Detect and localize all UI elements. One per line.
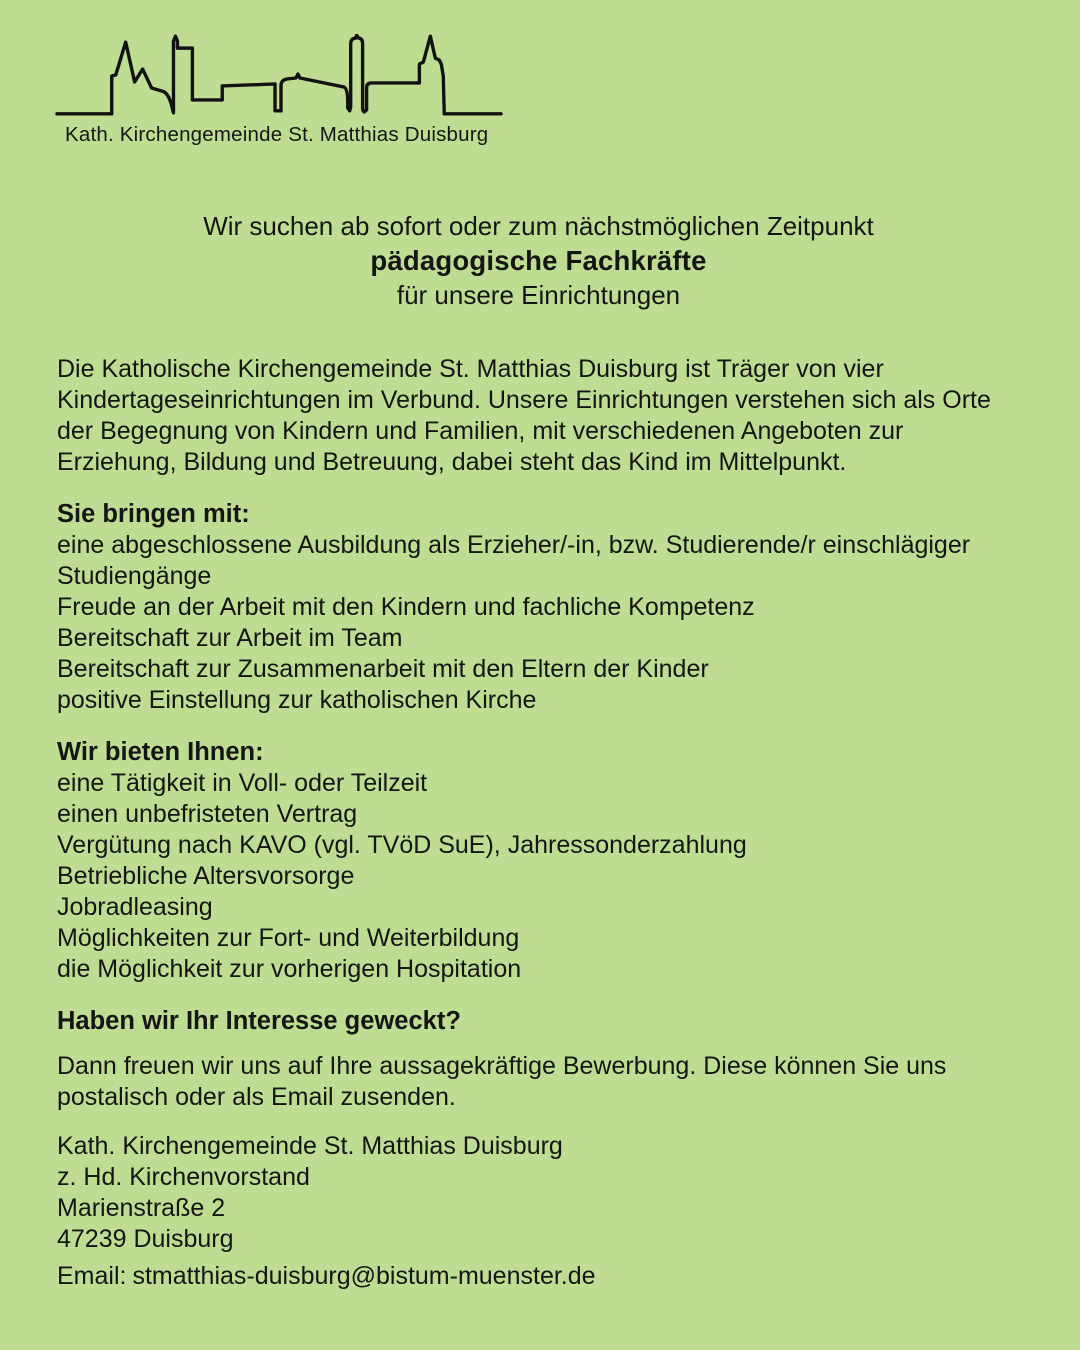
job-title: pädagogische Fachkräfte	[370, 245, 707, 276]
requirements-section	[57, 499, 1020, 716]
address-block	[57, 1131, 1020, 1255]
logo-block	[0, 0, 1080, 147]
address-line: z. Hd. Kirchenvorstand	[57, 1163, 310, 1191]
city-skyline-logo-icon	[55, 34, 503, 120]
about-paragraph: Die Katholische Kirchengemeinde St. Matthias Duisburg ist Träger von vier Kindertageseinrichtungen im Verbund. Unsere Einrichtungen verstehen sich als Orte der Begegnung von Kindern und Familien, mit verschiedenen Angeboten zur Erziehung, Bildung und Betreuung, dabei steht das Kind im Mittelpunkt.	[57, 355, 991, 476]
offer-item: Vergütung nach KAVO (vgl. TVöD SuE), Jahressonderzahlung	[57, 831, 747, 859]
requirement-item: Bereitschaft zur Zusammenarbeit mit den Eltern der Kinder	[57, 655, 709, 683]
email-label: Email:	[57, 1262, 127, 1290]
address-line: 47239 Duisburg	[57, 1225, 234, 1253]
content	[0, 209, 1080, 1292]
requirements-heading: Sie bringen mit:	[57, 500, 250, 528]
logo-caption: Kath. Kirchengemeinde St. Matthias Duisburg	[65, 123, 489, 146]
address-line: Kath. Kirchengemeinde St. Matthias Duisburg	[57, 1132, 563, 1160]
intro-heading	[57, 209, 1020, 312]
offer-item: Jobradleasing	[57, 893, 213, 921]
requirement-item: Bereitschaft zur Arbeit im Team	[57, 624, 403, 652]
offer-section	[57, 737, 1020, 985]
requirement-item: Freude an der Arbeit mit den Kindern und fachliche Kompetenz	[57, 593, 755, 621]
offer-item: die Möglichkeit zur vorherigen Hospitation	[57, 955, 522, 983]
email-address: stmatthias-duisburg@bistum-muenster.de	[132, 1262, 596, 1290]
requirement-item: positive Einstellung zur katholischen Kirche	[57, 686, 537, 714]
intro-line-1: Wir suchen ab sofort oder zum nächstmöglichen Zeitpunkt	[203, 211, 874, 241]
cta-paragraph: Dann freuen wir uns auf Ihre aussagekräftige Bewerbung. Diese können Sie uns postalisch oder als Email zusenden.	[57, 1052, 947, 1111]
offer-heading: Wir bieten Ihnen:	[57, 738, 264, 766]
offer-item: einen unbefristeten Vertrag	[57, 800, 358, 828]
requirement-item: eine abgeschlossene Ausbildung als Erzieher/-in, bzw. Studierende/r einschlägiger Studiengänge	[57, 531, 971, 590]
offer-item: Betriebliche Altersvorsorge	[57, 862, 355, 890]
offer-item: Möglichkeiten zur Fort- und Weiterbildung	[57, 924, 520, 952]
cta-heading: Haben wir Ihr Interesse geweckt?	[57, 1007, 461, 1035]
intro-line-2: für unsere Einrichtungen	[396, 280, 681, 310]
offer-item: eine Tätigkeit in Voll- oder Teilzeit	[57, 769, 428, 797]
email-line	[57, 1261, 1020, 1292]
address-line: Marienstraße 2	[57, 1194, 226, 1222]
